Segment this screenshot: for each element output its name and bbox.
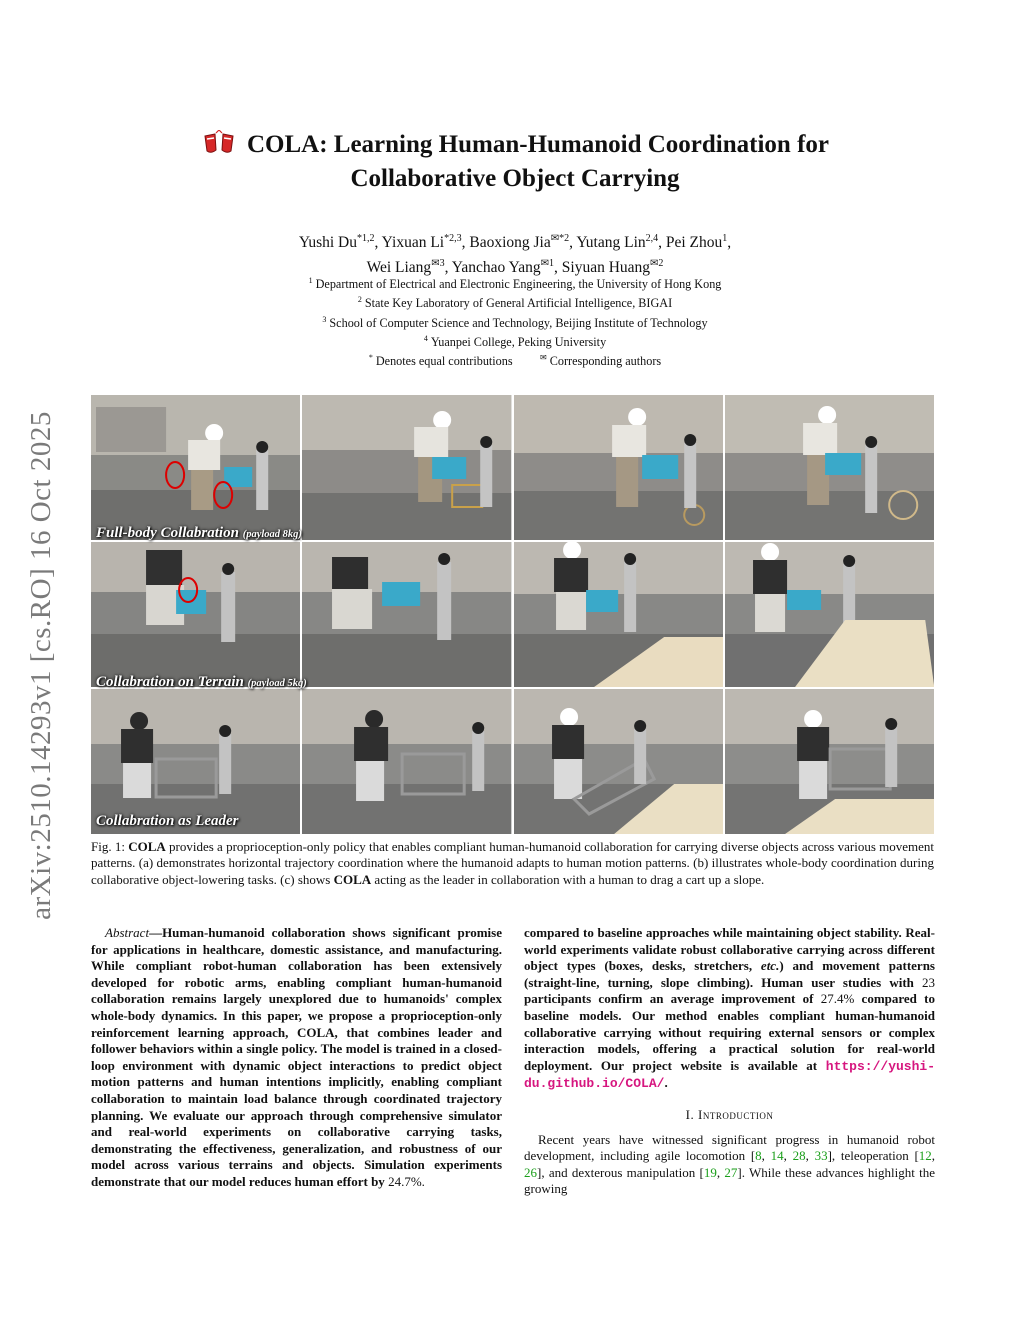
contribution-notes: [100, 350, 930, 369]
affiliation: [100, 312, 930, 331]
author-sup: 2,4: [645, 233, 659, 244]
intro-text: ]. While these advances highlight the growing: [524, 1164, 935, 1197]
author-sup: ✉3: [431, 258, 445, 270]
abstract-label: Abstract: [105, 925, 150, 940]
intro-text: ], teleoperation [: [827, 1148, 919, 1164]
citation-link[interactable]: 33: [814, 1148, 828, 1164]
intro-text: Recent years have witnessed significant progress in humanoid robot development, including agile locomotion [: [524, 1131, 935, 1164]
caption-text: acting as the leader in collaboration with a human to drag a cart up a slope.: [371, 871, 765, 887]
figure-row-caption: [96, 813, 239, 830]
paper-title: [100, 128, 930, 196]
photo-panel: [302, 395, 511, 540]
author-name: Pei Zhou: [665, 234, 723, 252]
title-line-1: [100, 128, 930, 162]
photo-cart-2: [302, 689, 511, 834]
intro-text: ,: [805, 1148, 815, 1164]
author-sup: ✉1: [540, 258, 555, 270]
photo-box-carry-4: [725, 395, 934, 540]
abstract-paragraph: [91, 925, 502, 1191]
abstract-paragraph-cont: [524, 925, 935, 1093]
author-name: Yanchao Yang: [451, 259, 541, 277]
abstract-dash: —: [149, 925, 163, 940]
arxiv-stamp: [18, 375, 64, 955]
figure-row-caption: [96, 525, 302, 542]
photo-panel: [514, 542, 723, 687]
equal-note: Denotes equal contributions: [375, 354, 513, 369]
corresponding-mark-icon: ✉: [540, 353, 547, 363]
author-sup: *1,2: [356, 233, 375, 244]
caption-label: Fig. 1:: [91, 839, 125, 854]
row-caption-main: Full-body Collabration: [96, 525, 239, 541]
section-heading: [524, 1107, 935, 1124]
abstract-text: compared to baseline models. Our method enables compliant human-humanoid collaborative carrying without requiring external sensors or complex interaction models, offering a practical solution for real-world deployment. Our project website is available at: [524, 991, 935, 1073]
author-sup: *2,3: [444, 233, 462, 244]
author-line-1: Yushi Du$^{*1,2}$, Yixuan Li$^{*2,3}$, Baoxiong Jia$^{✉*2}$, Yutang Lin$^{2,4}$, Pei Zhou$^1$,: [298, 233, 732, 252]
author-name: Yutang Lin: [576, 234, 646, 252]
citation-link[interactable]: 8: [755, 1148, 762, 1164]
equal-mark: *: [368, 353, 373, 363]
affiliation-text: State Key Laboratory of General Artificial Intelligence, BIGAI: [364, 296, 673, 311]
abstract-column-right: [524, 925, 935, 1198]
affiliation-mark: 4: [423, 334, 428, 344]
photo-panel: [725, 542, 934, 687]
human-effort-value: 24.7%.: [388, 1173, 425, 1189]
author-list: [100, 228, 930, 278]
title-text-1: COLA: Learning Human-Humanoid Coordination for: [246, 131, 829, 158]
photo-panel: [302, 542, 511, 687]
section-number: I.: [685, 1106, 695, 1122]
abstract-text: Human-humanoid collaboration shows significant promise for applications in healthcare, domestic assistance, and manufacturing. While compliant robot-human collaboration has been extensively developed for robotic arms, enabling compliant human-humanoid collaboration remains largely unexplored due to humanoids' complex whole-body dynamics. In this paper, we propose a proprioception-only reinforcement learning approach, COLA, that combines leader and follower behaviors within a single policy. The model is trained in a closed-loop environment with dynamic object interactions to predict object motion patterns and human intentions implicitly, enabling compliant collaboration to maintain load balance through coordinated trajectory planning. We evaluate our approach through comprehensive simulator and real-world experiments on collaborative carrying tasks, demonstrating the effectiveness, generalization, and robustness of our model across various terrains and objects. Simulation experiments demonstrate that our model reduces human effort by: [91, 925, 502, 1189]
caption-text: provides a proprioception-only policy that enables compliant human-humanoid collaboration for carrying diverse objects across various movement patterns. (a) demonstrates horizontal trajectory coordination where the humanoid adapts to human motion patterns. (b) illustrates whole-body coordination during collaborative object-lowering tasks. (c) shows: [91, 839, 935, 887]
abstract-column-left: [91, 925, 502, 1191]
figure-row-caption: [96, 674, 307, 691]
affiliation-text: Yuanpei College, Peking University: [430, 335, 607, 350]
author-sup: ✉*2: [550, 233, 570, 244]
row-caption-main: Collabration as Leader: [96, 813, 239, 829]
section-title: Introduction: [698, 1106, 774, 1122]
affiliation-mark: 2: [357, 295, 362, 305]
photo-terrain-2: [302, 542, 511, 687]
author-sup: 1: [722, 233, 728, 244]
photo-terrain-3: [514, 542, 723, 687]
photo-cart-4: [725, 689, 934, 834]
figure-1-photo-grid: [91, 395, 934, 834]
citation-link[interactable]: 14: [770, 1148, 784, 1164]
affiliation-text: Department of Electrical and Electronic Engineering, the University of Hong Kong: [315, 277, 722, 292]
author-name: Baoxiong Jia: [469, 234, 551, 252]
author-name: Siyuan Huang: [561, 259, 651, 277]
abstract-etc: etc.: [760, 958, 780, 974]
photo-box-carry-3: [514, 395, 723, 540]
intro-text: ,: [716, 1164, 725, 1180]
author-name: Yushi Du: [298, 234, 357, 252]
cola-cheers-icon: [201, 130, 237, 156]
photo-panel: [302, 689, 511, 834]
participants-count: 23: [922, 974, 935, 990]
intro-text: ], and dexterous manipulation [: [537, 1164, 704, 1180]
abstract-end: .: [664, 1075, 668, 1091]
photo-panel: [91, 542, 300, 687]
photo-panel: [725, 395, 934, 540]
citation-link[interactable]: 19: [703, 1164, 717, 1180]
abstract-text: compared to baseline approaches while maintaining object stability. Real-world experiments validate robust collaborative carrying across different object types (boxes, desks, stretchers,: [524, 925, 935, 974]
intro-paragraph: [524, 1132, 935, 1198]
intro-text: ,: [783, 1148, 793, 1164]
photo-panel: [91, 395, 300, 540]
row-caption-sub: (payload 8kg): [242, 529, 302, 540]
project-website-link[interactable]: https://yushi-du.github.io/COLA/: [524, 1058, 935, 1092]
affiliation-mark: 3: [322, 314, 327, 324]
corresponding-note: Corresponding authors: [549, 354, 662, 369]
abstract-text: ) and movement patterns (straight-line, turning, slope climbing). Human user studies with: [524, 958, 935, 990]
photo-box-carry-1: [91, 395, 300, 540]
author-line-2: Wei Liang$^{✉3}$, Yanchao Yang$^{✉1}$, Siyuan Huang$^{✉2}$: [366, 258, 664, 277]
improvement-value: 27.4%: [820, 991, 855, 1007]
affiliation-mark: 1: [308, 276, 313, 285]
photo-cart-3: [514, 689, 723, 834]
affiliation: [100, 273, 930, 292]
title-line-2: Collaborative Object Carrying: [350, 165, 680, 192]
author-name: Wei Liang: [366, 259, 432, 277]
row-caption-sub: (payload 5kg): [247, 678, 307, 689]
citation-link[interactable]: 26: [524, 1164, 537, 1180]
citation-link[interactable]: 27: [724, 1164, 738, 1180]
row-caption-main: Collabration on Terrain: [96, 674, 244, 690]
affiliation: [100, 292, 930, 311]
photo-panel: [514, 689, 723, 834]
affiliation: [100, 331, 930, 350]
photo-panel: [514, 395, 723, 540]
photo-panel: [725, 689, 934, 834]
affiliation-text: School of Computer Science and Technology, Beijing Institute of Technology: [329, 315, 708, 330]
abstract-text: participants confirm an average improvement of: [524, 991, 821, 1007]
intro-text: ,: [761, 1148, 771, 1164]
citation-link[interactable]: 28: [792, 1148, 806, 1164]
figure-caption: [91, 839, 934, 888]
photo-terrain-4: [725, 542, 934, 687]
photo-terrain-1: [91, 542, 300, 687]
arxiv-id: arXiv:2510.14293v1 [cs.RO] 16 Oct 2025: [24, 410, 57, 920]
author-name: Yixuan Li: [381, 234, 445, 252]
caption-name: COLA: [128, 839, 166, 854]
photo-box-carry-2: [302, 395, 511, 540]
citation-link[interactable]: 12: [918, 1148, 932, 1164]
affiliations: [100, 273, 930, 370]
caption-name: COLA: [333, 871, 372, 887]
author-sup: ✉2: [650, 258, 664, 270]
intro-text: ,: [931, 1148, 936, 1164]
